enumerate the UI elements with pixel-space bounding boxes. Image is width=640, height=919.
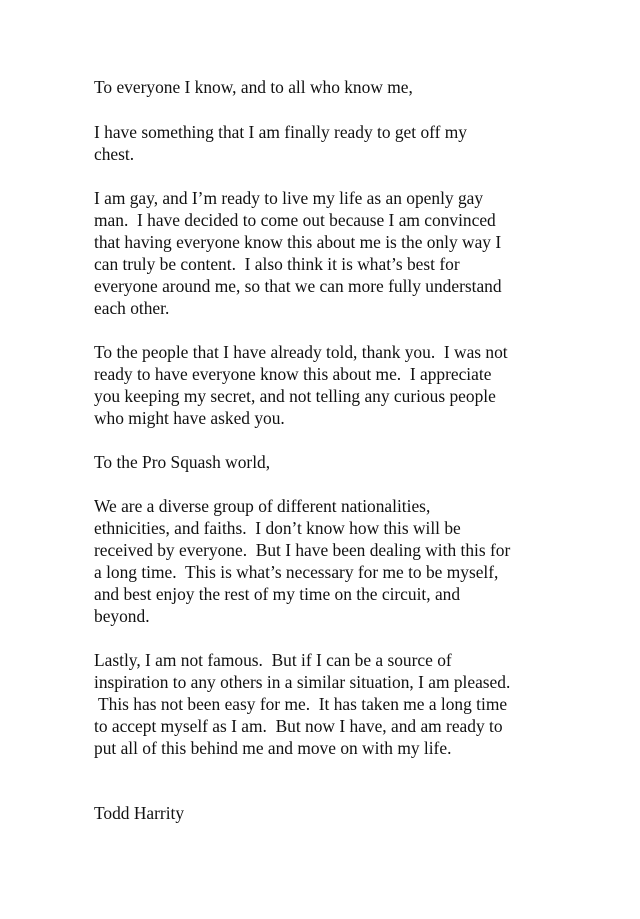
paragraph-2-line-3: that having everyone know this about me is the only way I bbox=[94, 232, 502, 252]
paragraph-1-line-2: chest. bbox=[94, 144, 135, 164]
paragraph-1-line-1: I have something that I am finally ready to get off my bbox=[94, 122, 467, 142]
paragraph-2-line-2: man. I have decided to come out because I am convinced bbox=[94, 210, 496, 230]
paragraph-4-line-1: To the Pro Squash world, bbox=[94, 452, 271, 472]
paragraph-2-line-5: everyone around me, so that we can more fully understand bbox=[94, 276, 502, 296]
paragraph-5-line-2: ethnicities, and faiths. I don’t know how this will be bbox=[94, 518, 461, 538]
paragraph-5-line-4: a long time. This is what’s necessary for me to be myself, bbox=[94, 562, 499, 582]
paragraph-6-line-5: put all of this behind me and move on with my life. bbox=[94, 738, 452, 758]
paragraph-2-line-1: I am gay, and I’m ready to live my life as an openly gay bbox=[94, 188, 484, 208]
paragraph-5-line-3: received by everyone. But I have been dealing with this for bbox=[94, 540, 511, 560]
paragraph-6-line-4: to accept myself as I am. But now I have, and am ready to bbox=[94, 716, 503, 736]
paragraph-6-line-2: inspiration to any others in a similar situation, I am pleased. bbox=[94, 672, 511, 692]
paragraph-2-line-6: each other. bbox=[94, 298, 170, 318]
paragraph-3-line-3: you keeping my secret, and not telling any curious people bbox=[94, 386, 496, 406]
paragraph-3-line-4: who might have asked you. bbox=[94, 408, 285, 428]
letter-greeting: To everyone I know, and to all who know me, bbox=[94, 77, 413, 97]
paragraph-2-line-4: can truly be content. I also think it is what’s best for bbox=[94, 254, 460, 274]
signature: Todd Harrity bbox=[94, 803, 185, 823]
paragraph-3-line-1: To the people that I have already told, thank you. I was not bbox=[94, 342, 508, 362]
paragraph-3-line-2: ready to have everyone know this about me. I appreciate bbox=[94, 364, 492, 384]
paragraph-5-line-1: We are a diverse group of different nationalities, bbox=[94, 496, 431, 516]
paragraph-6-line-3: This has not been easy for me. It has taken me a long time bbox=[94, 694, 508, 714]
paragraph-5-line-5: and best enjoy the rest of my time on the circuit, and bbox=[94, 584, 461, 604]
paragraph-5-line-6: beyond. bbox=[94, 606, 150, 626]
paragraph-6-line-1: Lastly, I am not famous. But if I can be a source of bbox=[94, 650, 452, 670]
